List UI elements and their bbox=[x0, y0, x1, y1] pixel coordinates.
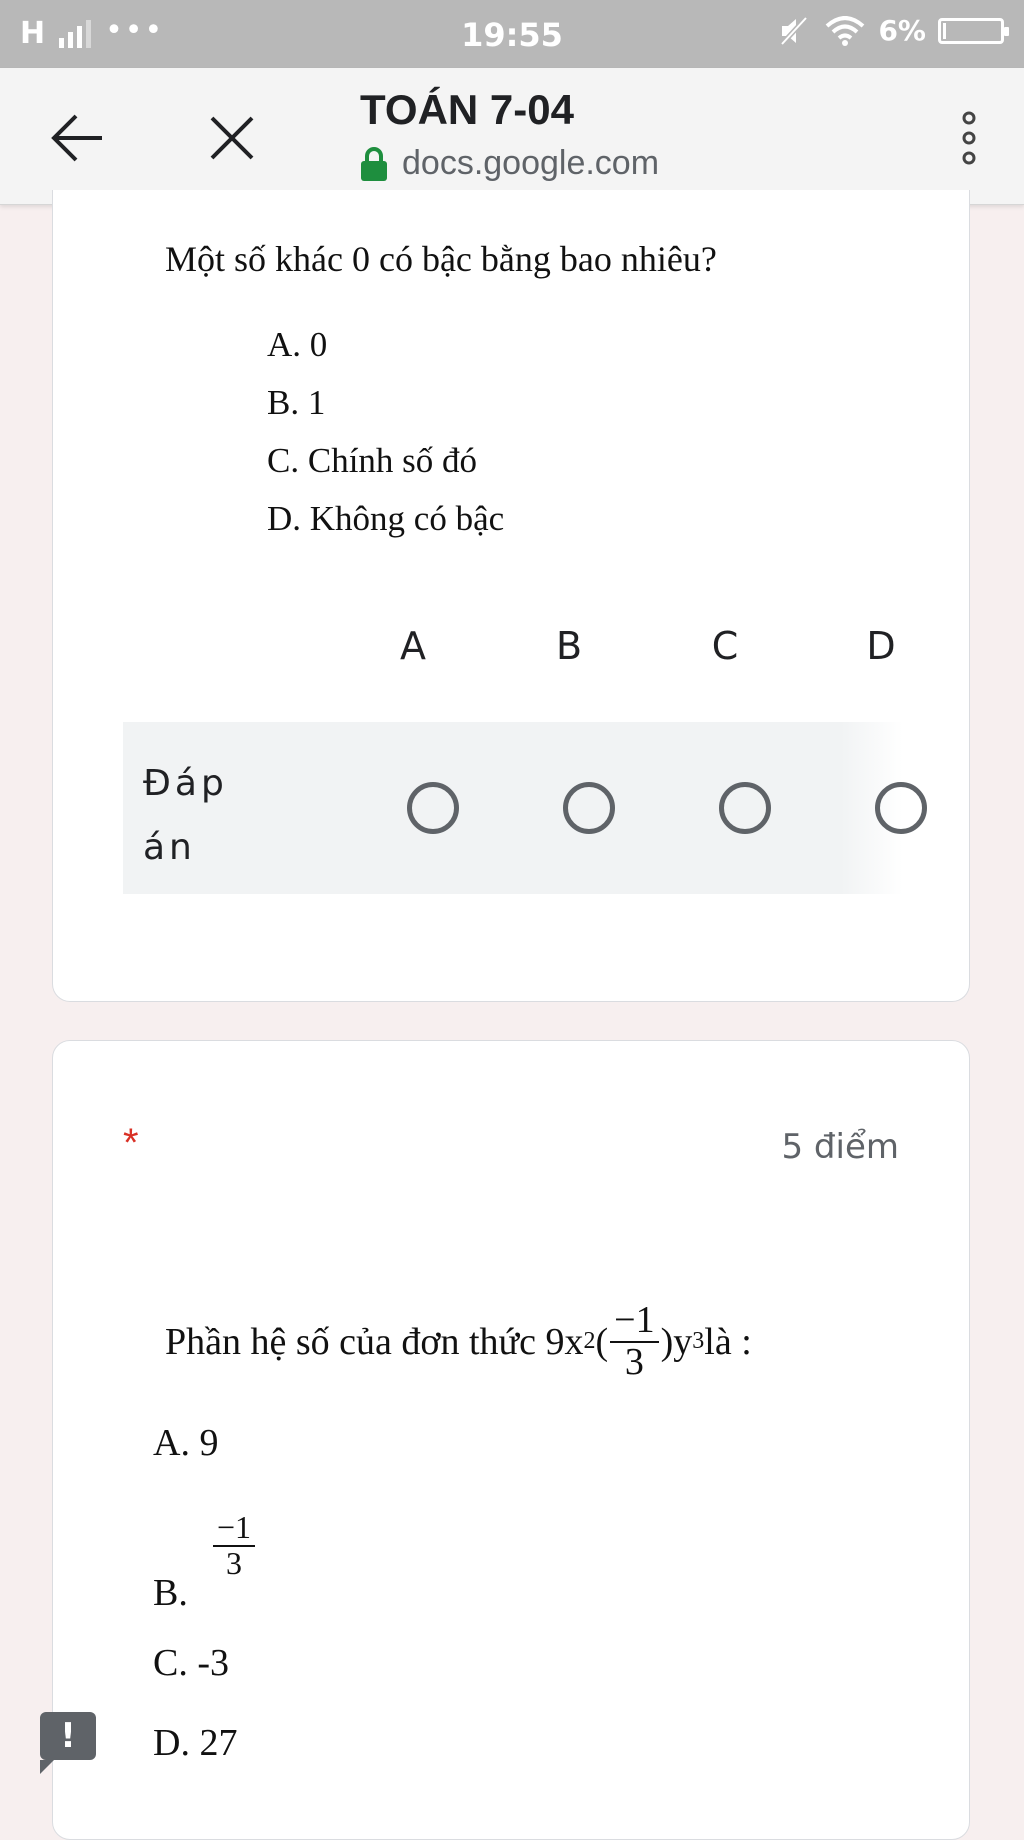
network-type: H bbox=[20, 16, 46, 51]
radio-b[interactable] bbox=[563, 782, 615, 834]
fraction bbox=[610, 1301, 658, 1383]
battery-icon bbox=[938, 18, 1004, 44]
option-c: C. -3 bbox=[153, 1642, 229, 1684]
fraction-numerator: −1 bbox=[610, 1301, 658, 1343]
url-text: docs.google.com bbox=[402, 144, 660, 182]
question-card-2 bbox=[52, 1040, 970, 1840]
grid-column-c: C bbox=[711, 624, 739, 668]
points-label: 5 điểm bbox=[781, 1127, 899, 1167]
option-b-label: B. bbox=[153, 1572, 188, 1614]
option-b-denominator: 3 bbox=[226, 1544, 243, 1581]
clock: 19:55 bbox=[461, 16, 563, 54]
fraction-denominator: 3 bbox=[624, 1340, 644, 1383]
battery-percent: 6% bbox=[878, 14, 926, 47]
status-right bbox=[778, 14, 1004, 47]
close-icon[interactable] bbox=[200, 106, 264, 170]
open-paren: ( bbox=[595, 1320, 609, 1363]
radio-a[interactable] bbox=[407, 782, 459, 834]
option-c: C. Chính số đó bbox=[267, 441, 478, 480]
stem-start: Phần hệ số của đơn thức 9x bbox=[165, 1320, 584, 1363]
option-d: D. Không có bậc bbox=[267, 499, 505, 538]
question-card-1 bbox=[52, 190, 970, 1002]
option-d: D. 27 bbox=[153, 1722, 238, 1764]
option-b-numerator: −1 bbox=[213, 1511, 255, 1547]
back-arrow-icon[interactable] bbox=[46, 106, 110, 170]
more-vert-icon[interactable] bbox=[954, 108, 984, 168]
grid-row-answer bbox=[123, 722, 903, 894]
stem-end: là : bbox=[704, 1320, 752, 1363]
question-options bbox=[267, 316, 504, 548]
stem-y: )y bbox=[660, 1320, 693, 1363]
grid-column-b: B bbox=[555, 624, 583, 668]
grid-column-d: D bbox=[866, 624, 896, 668]
wifi-icon bbox=[824, 16, 866, 46]
notification-dots: ••• bbox=[105, 13, 165, 48]
required-asterisk: * bbox=[123, 1121, 139, 1165]
status-bar bbox=[0, 0, 1024, 68]
radio-d[interactable] bbox=[875, 782, 927, 834]
url-bar[interactable] bbox=[360, 144, 659, 183]
exponent-x: 2 bbox=[583, 1328, 596, 1355]
mute-icon bbox=[778, 16, 812, 46]
question-text bbox=[165, 1301, 752, 1383]
option-a: A. 0 bbox=[267, 325, 328, 364]
grid-column-a: A bbox=[400, 624, 426, 668]
option-a: A. 9 bbox=[153, 1422, 219, 1464]
option-b: B. 1 bbox=[267, 383, 326, 422]
option-b-fraction bbox=[213, 1511, 255, 1580]
question-text: Một số khác 0 có bậc bằng bao nhiêu? bbox=[165, 239, 717, 279]
grid-header bbox=[53, 624, 971, 684]
lock-icon bbox=[360, 146, 388, 182]
radio-c[interactable] bbox=[719, 782, 771, 834]
grid-row-label: Đáp án bbox=[143, 763, 228, 868]
exponent-y: 3 bbox=[692, 1328, 705, 1355]
feedback-icon[interactable]: ! bbox=[40, 1712, 96, 1760]
page-title: TOÁN 7-04 bbox=[360, 86, 574, 133]
browser-toolbar bbox=[0, 68, 1024, 205]
